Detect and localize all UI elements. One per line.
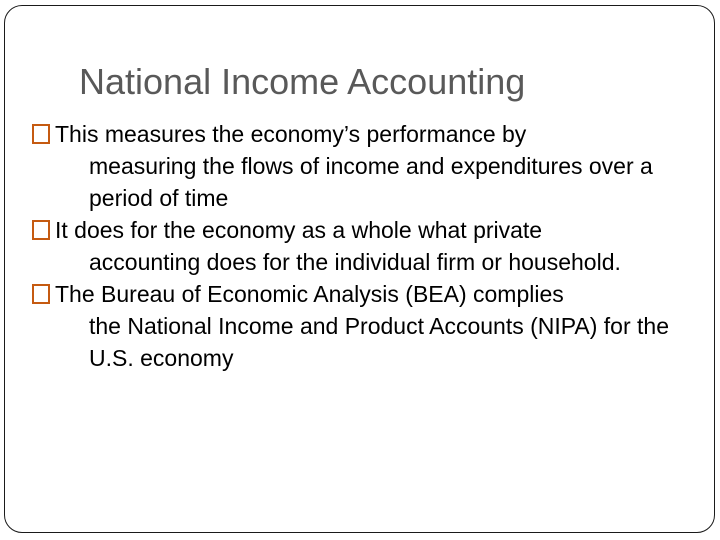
bullet-marker-icon xyxy=(32,220,50,240)
bullet-first-line: This measures the economy’s performance by xyxy=(55,121,527,147)
bullet-text xyxy=(55,278,692,374)
bullet-continuation: measuring the flows of income and expenditures over a period of time xyxy=(89,153,653,211)
bullet-marker-icon xyxy=(32,284,50,304)
bullet-list xyxy=(32,118,692,374)
bullet-continuation: the National Income and Product Accounts (NIPA) for the U.S. economy xyxy=(89,313,669,371)
bullet-continuation: accounting does for the individual firm or household. xyxy=(89,249,621,275)
bullet-first-line: The Bureau of Economic Analysis (BEA) complies xyxy=(55,281,564,307)
bullet-first-line: It does for the economy as a whole what private xyxy=(55,217,543,243)
bullet-text xyxy=(55,118,692,214)
slide-title: National Income Accounting xyxy=(79,61,526,102)
bullet-item xyxy=(32,278,692,374)
bullet-item xyxy=(32,214,692,278)
bullet-marker-icon xyxy=(32,124,50,144)
bullet-item xyxy=(32,118,692,214)
bullet-text xyxy=(55,214,692,278)
